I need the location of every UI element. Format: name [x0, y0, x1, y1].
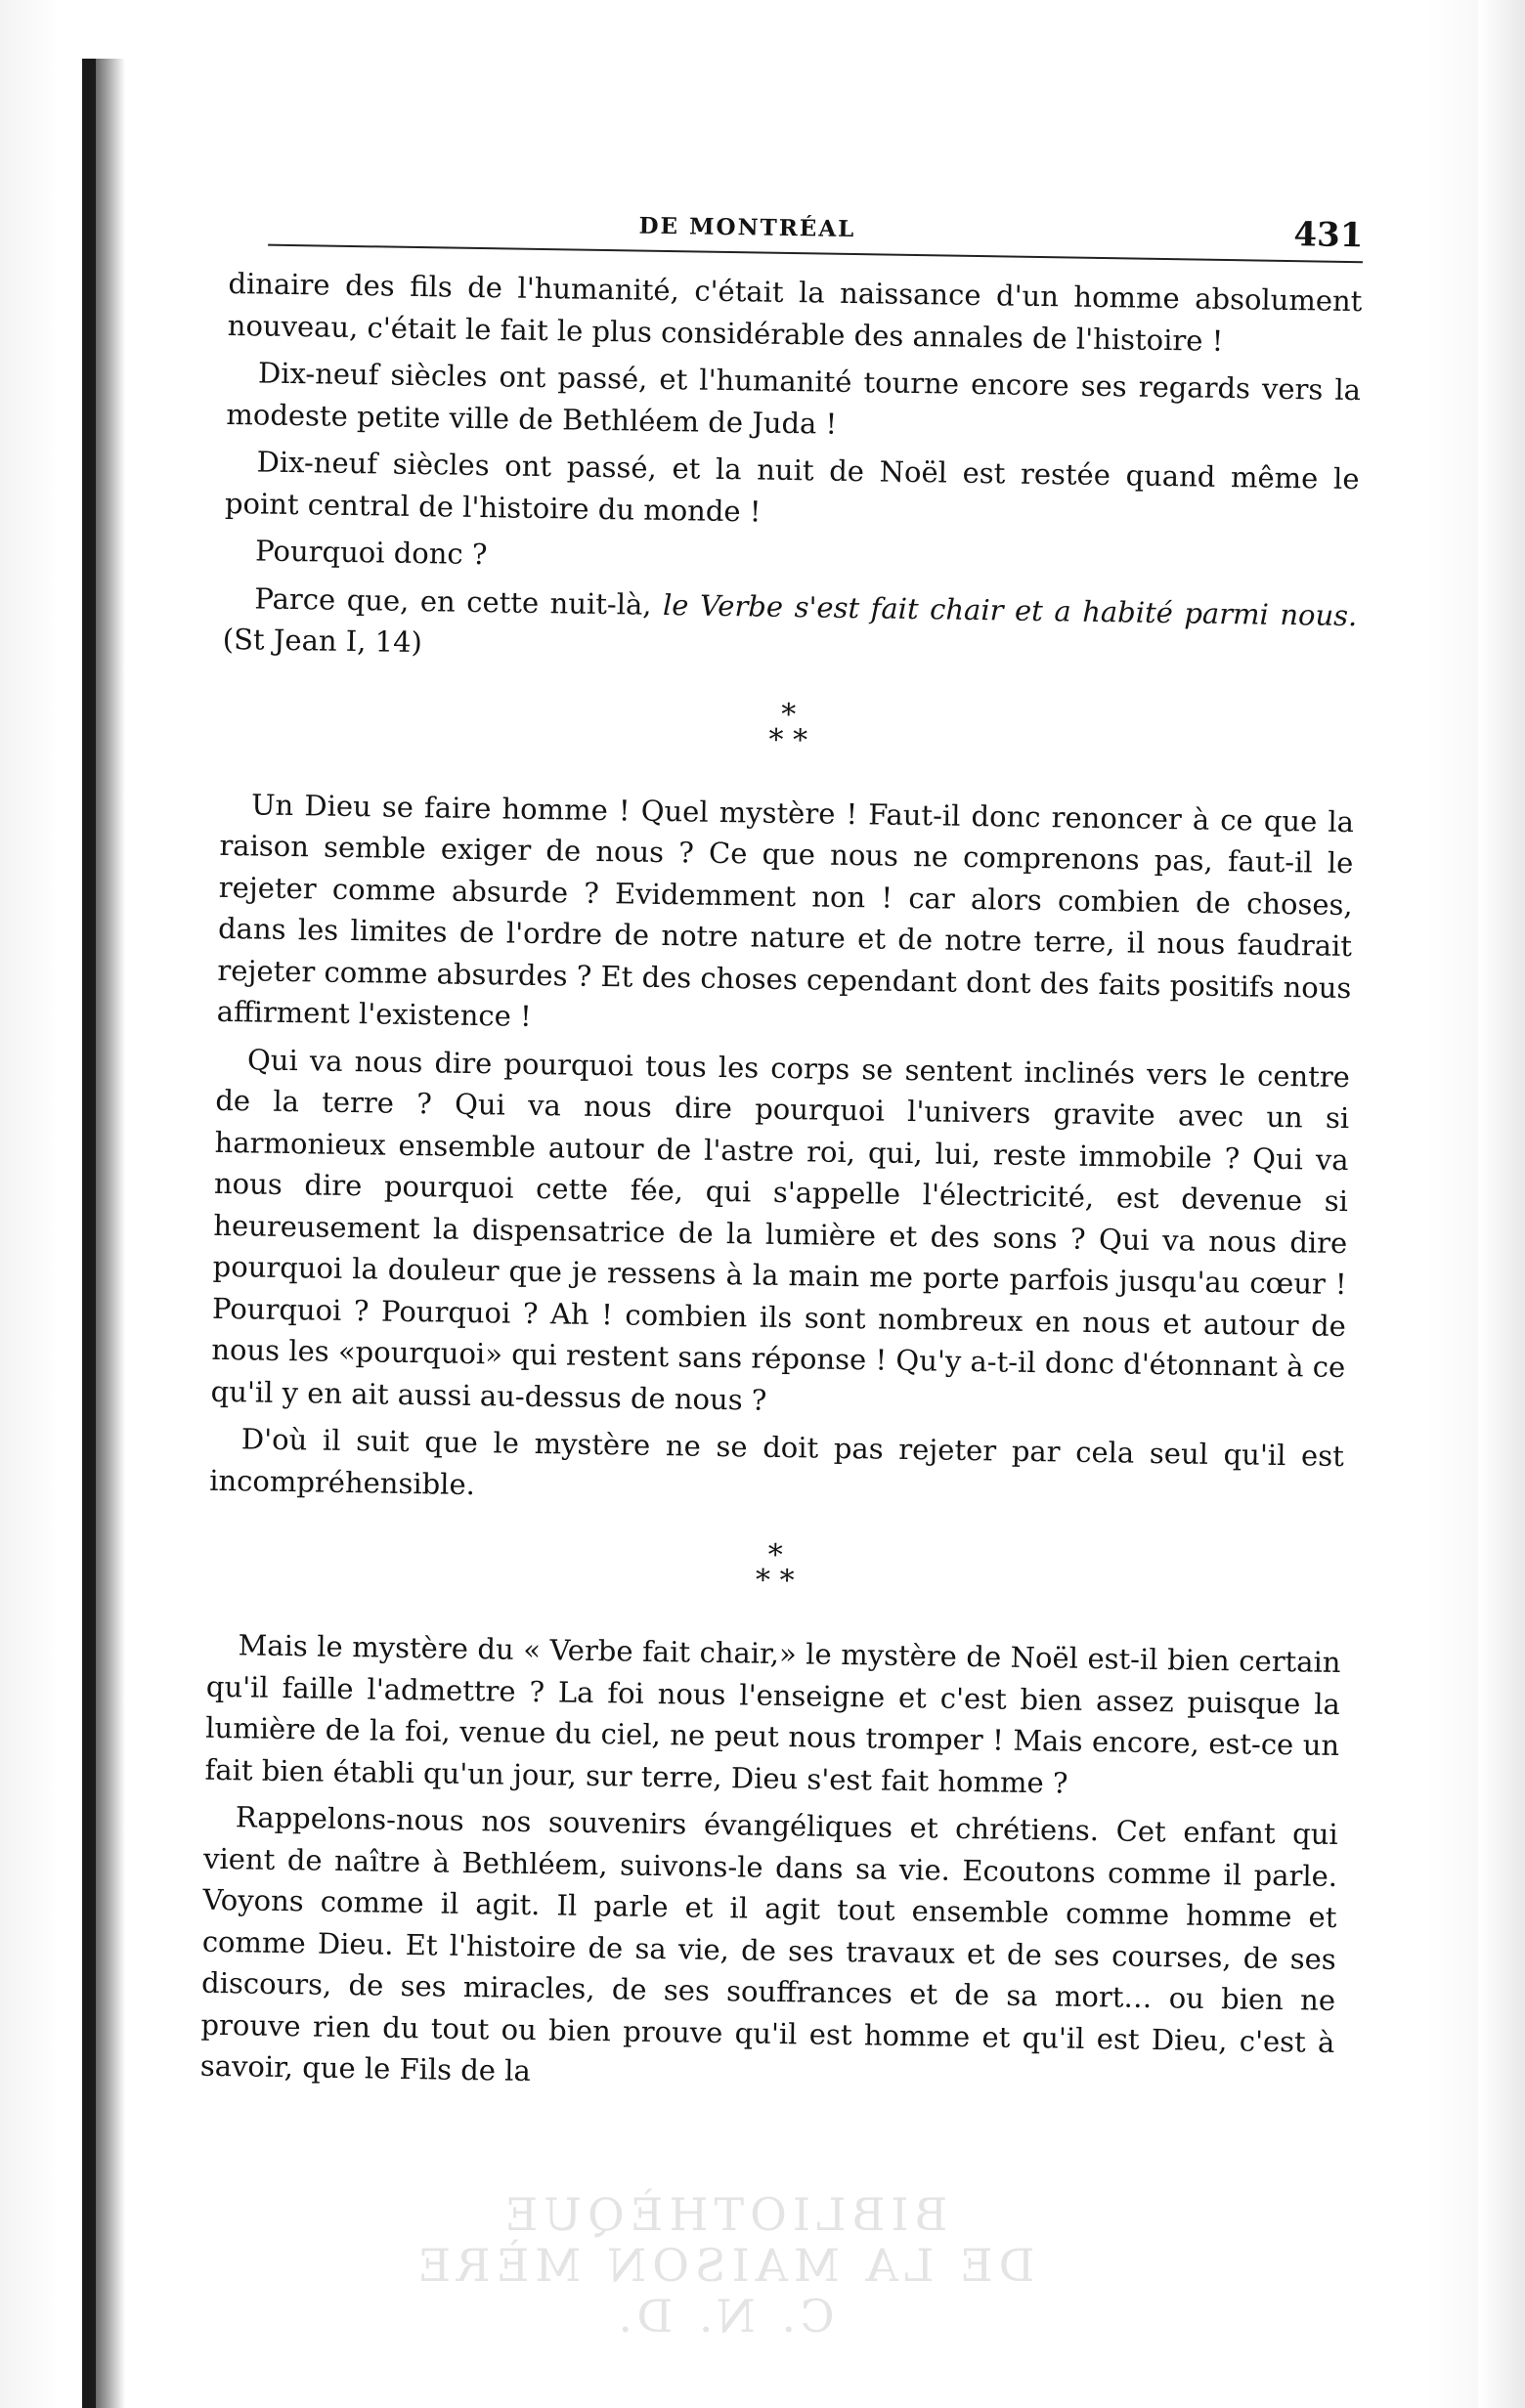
paragraph: Qui va nous dire pourquoi tous les corps se sentent inclinés vers le centre de la terre ? Qui va nous dire pourquoi l'univers gravite avec un si harmonieux ensemble autour de l'astre roi, qui, lui, reste immobile ? Qui va nous dire pourquoi cette fée, qui s'appelle l'électricité, est devenue si heureusement la dispensatrice de la lumière et des sons ? Qui va nous dire pourquoi la douleur que je ressens à la main me porte parfois jusqu'au cœur ! Pourquoi ? Pourquoi ? Ah ! combien ils sont nombreux en nous et autour de nous les «pourquoi» qui restent sans réponse ! Qu'y a-t-il donc d'étonnant à ce qu'il y en ait aussi au-dessus de nous ? — [210, 1042, 1351, 1417]
paragraph: Dix-neuf siècles ont passé, et l'humanité tourne encore ses regards vers la modeste petite ville de Bethléem de Juda ! — [226, 356, 1362, 441]
asterism-top: * — [767, 1537, 783, 1573]
verbum-quote: le Verbe s'est fait chair et a habité parmi nous. — [662, 587, 1358, 632]
paragraph: Rappelons-nous nos souvenirs évangéliques et chrétiens. Cet enfant qui vient de naître à Bethléem, suivons-le dans sa vie. Ecoutons comme il parle. Voyons comme il agit. Il parle et il agit tout ensemble comme homme et comme Dieu. Et l'histoire de sa vie, de ses travaux et de ses courses, de ses discours, de ses miracles, de ses souffrances et de sa mort… ou bien ne prouve rien du tout ou bien prouve qu'il est homme et qu'il est Dieu, c'est à savoir, que le Fils de la — [199, 1800, 1338, 2088]
verbum-lead: Parce que, en cette nuit-là, — [254, 580, 664, 622]
book-page — [199, 191, 1363, 2110]
paragraph: D'où il suit que le mystère ne se doit pas rejeter par cela seul qu'il est incompréhensible. — [209, 1422, 1345, 1501]
paragraph: Un Dieu se faire homme ! Quel mystère ! Faut-il donc renoncer à ce que la raison semble exiger de nous ? Ce que nous ne comprenons pas, faut-il le rejeter comme absurde ? Evidemment non ! car alors combien de choses, dans les limites de l'ordre de notre nature et de notre terre, il nous faudrait rejeter comme absurdes ? Et des choses cependant dont des faits positifs nous affirment l'existence ! — [216, 787, 1355, 1033]
stamp-line: C. N. D. — [612, 2290, 835, 2343]
body-text — [200, 263, 1363, 2104]
verbum-reference: (St Jean I, 14) — [222, 622, 423, 660]
gutter-shadow — [96, 59, 125, 2408]
book-edge-shadow — [82, 59, 96, 2408]
asterism-bottom: * * — [768, 722, 808, 757]
running-title: DE MONTRÉAL — [638, 212, 856, 243]
paragraph-verbum — [222, 577, 1357, 677]
stamp-line: BIBLIOTHÈQUE — [499, 2188, 948, 2241]
asterism-bottom: * * — [755, 1563, 795, 1599]
asterism-divider — [221, 693, 1356, 761]
stamp-line: DE LA MAISON MÈRE — [412, 2239, 1035, 2292]
library-stamp — [381, 2189, 1066, 2342]
paragraph: Pourquoi donc ? — [254, 534, 488, 572]
asterism-top: * — [780, 697, 797, 732]
paragraph: dinaire des fils de l'humanité, c'était la naissance d'un homme absolument nouveau, c'était le fait le plus considérable des annales de l'histoire ! — [227, 266, 1363, 358]
page-right-edge — [1478, 0, 1525, 2408]
asterism-divider — [208, 1534, 1343, 1603]
page-number: 431 — [1293, 215, 1364, 256]
paragraph: Dix-neuf siècles ont passé, et la nuit de Noël est restée quand même le point central de l'histoire du monde ! — [224, 445, 1360, 529]
paragraph: Mais le mystère du « Verbe fait chair,» le mystère de Noël est-il bien certain qu'il faille l'admettre ? La foi nous l'enseigne et c'est bien assez puisque la lumière de la foi, venue du ciel, ne peut nous tromper ! Mais encore, est-ce un fait bien établi qu'un jour, sur terre, Dieu s'est fait homme ? — [204, 1628, 1341, 1800]
